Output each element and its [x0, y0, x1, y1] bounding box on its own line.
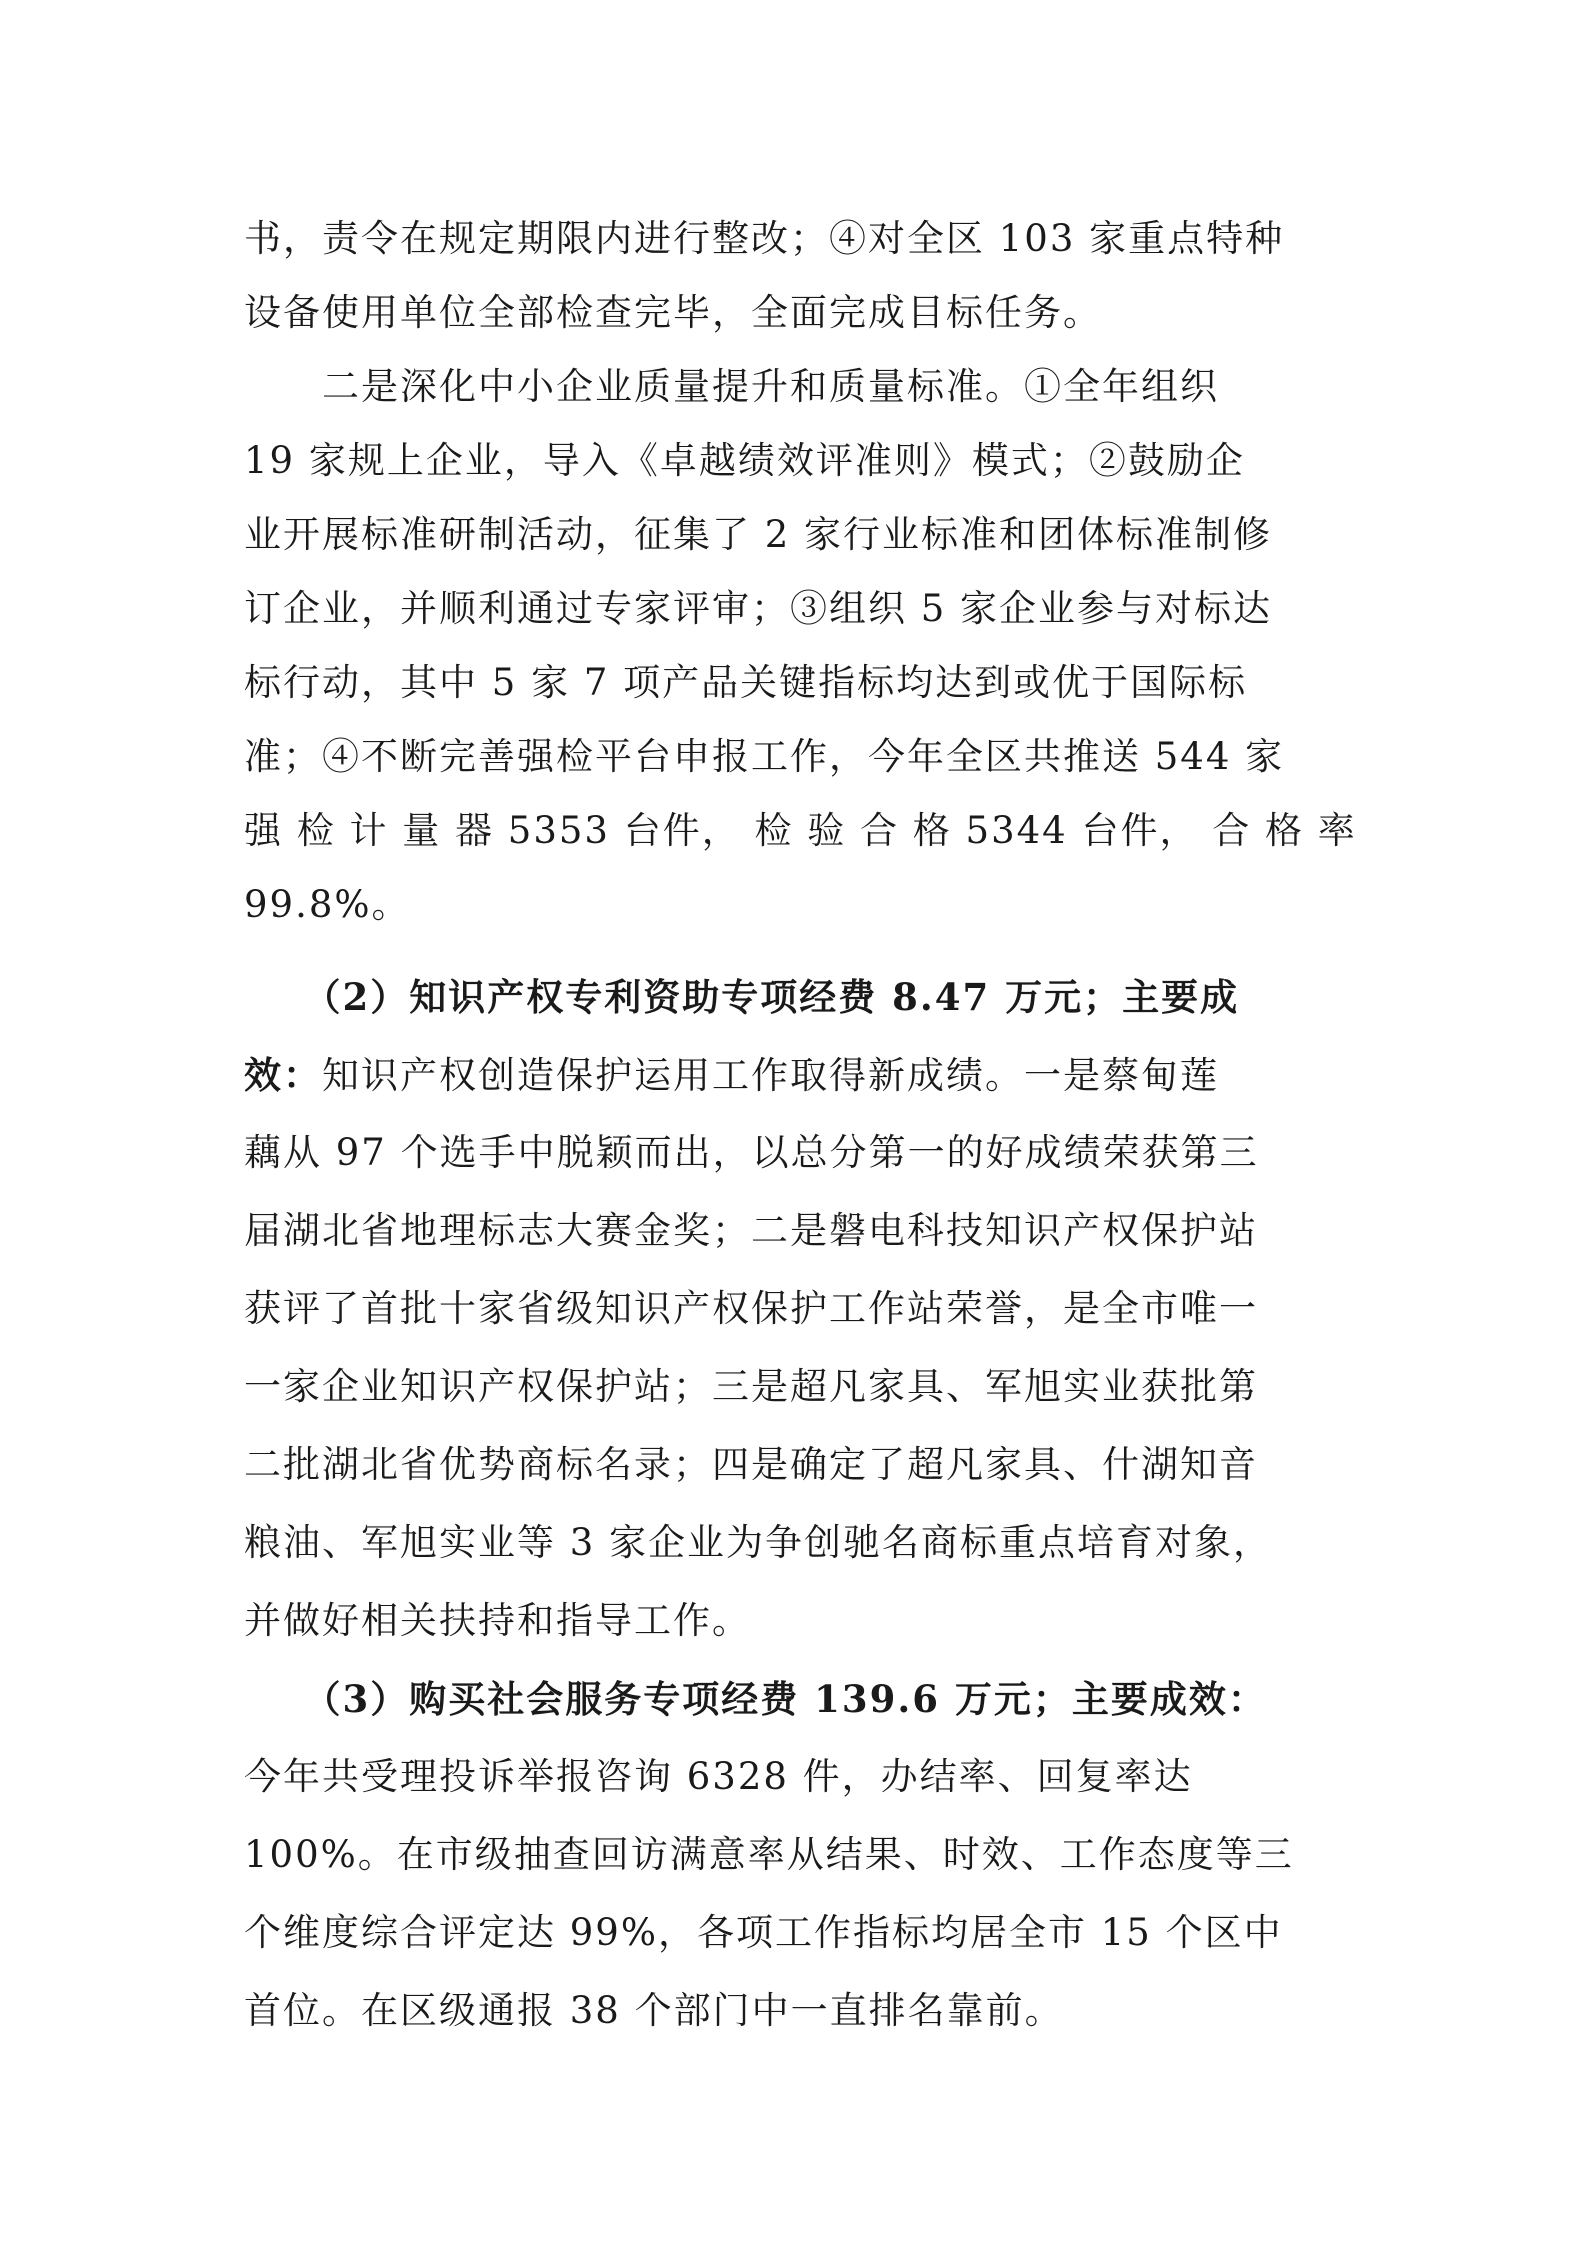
section-heading-3: （3）购买社会服务专项经费 139.6 万元；主要成效： [244, 1677, 1267, 1721]
text-line-10: 99.8%。 [244, 883, 411, 926]
text-line-6: 订企业，并顺利通过专家评审；③组织 5 家企业参与对标达 [244, 587, 1273, 630]
text-line-18: 粮油、军旭实业等 3 家企业为争创驰名商标重点培育对象， [244, 1521, 1273, 1564]
text-line-16: 一家企业知识产权保护站；三是超凡家具、军旭实业获批第 [244, 1365, 1258, 1408]
text-line-2: 设备使用单位全部检查完毕，全面完成目标任务。 [244, 291, 1102, 334]
achievement-label: 效： [244, 1053, 322, 1097]
text-line-15: 获评了首批十家省级知识产权保护工作站荣誉，是全市唯一 [244, 1287, 1258, 1330]
text-line-7: 标行动，其中 5 家 7 项产品关键指标均达到或优于国际标 [244, 661, 1248, 704]
text-line-21: 今年共受理投诉举报咨询 6328 件，办结率、回复率达 [244, 1755, 1193, 1798]
achievement-text: 知识产权创造保护运用工作取得新成绩。一是蔡甸莲 [322, 1054, 1219, 1097]
text-line-24: 首位。在区级通报 38 个部门中一直排名靠前。 [244, 1989, 1064, 2032]
text-line-3: 二是深化中小企业质量提升和质量标准。①全年组织 [244, 365, 1219, 408]
text-line-23: 个维度综合评定达 99%，各项工作指标均居全市 15 个区中 [244, 1911, 1283, 1954]
text-line-12 [244, 1038, 1219, 1112]
text-line-8: 准；④不断完善强检平台申报工作，今年全区共推送 544 家 [244, 735, 1285, 778]
text-line-13: 藕从 97 个选手中脱颖而出，以总分第一的好成绩荣获第三 [244, 1131, 1259, 1174]
text-line-14: 届湖北省地理标志大赛金奖；二是磐电科技知识产权保护站 [244, 1209, 1258, 1252]
text-line-17: 二批湖北省优势商标名录；四是确定了超凡家具、什湖知音 [244, 1443, 1258, 1486]
text-line-5: 业开展标准研制活动，征集了 2 家行业标准和团体标准制修 [244, 513, 1273, 556]
text-line-22: 100%。在市级抽查回访满意率从结果、时效、工作态度等三 [244, 1833, 1294, 1876]
section-heading-2: （2）知识产权专利资助专项经费 8.47 万元；主要成 [244, 975, 1240, 1019]
text-line-9: 强 检 计 量 器 5353 台件， 检 验 合 格 5344 台件， 合 格 率 [244, 809, 1357, 852]
text-line-19: 并做好相关扶持和指导工作。 [244, 1599, 751, 1642]
text-line-1: 书，责令在规定期限内进行整改；④对全区 103 家重点特种 [244, 217, 1285, 260]
text-line-4: 19 家规上企业，导入《卓越绩效评准则》模式；②鼓励企 [244, 439, 1245, 482]
